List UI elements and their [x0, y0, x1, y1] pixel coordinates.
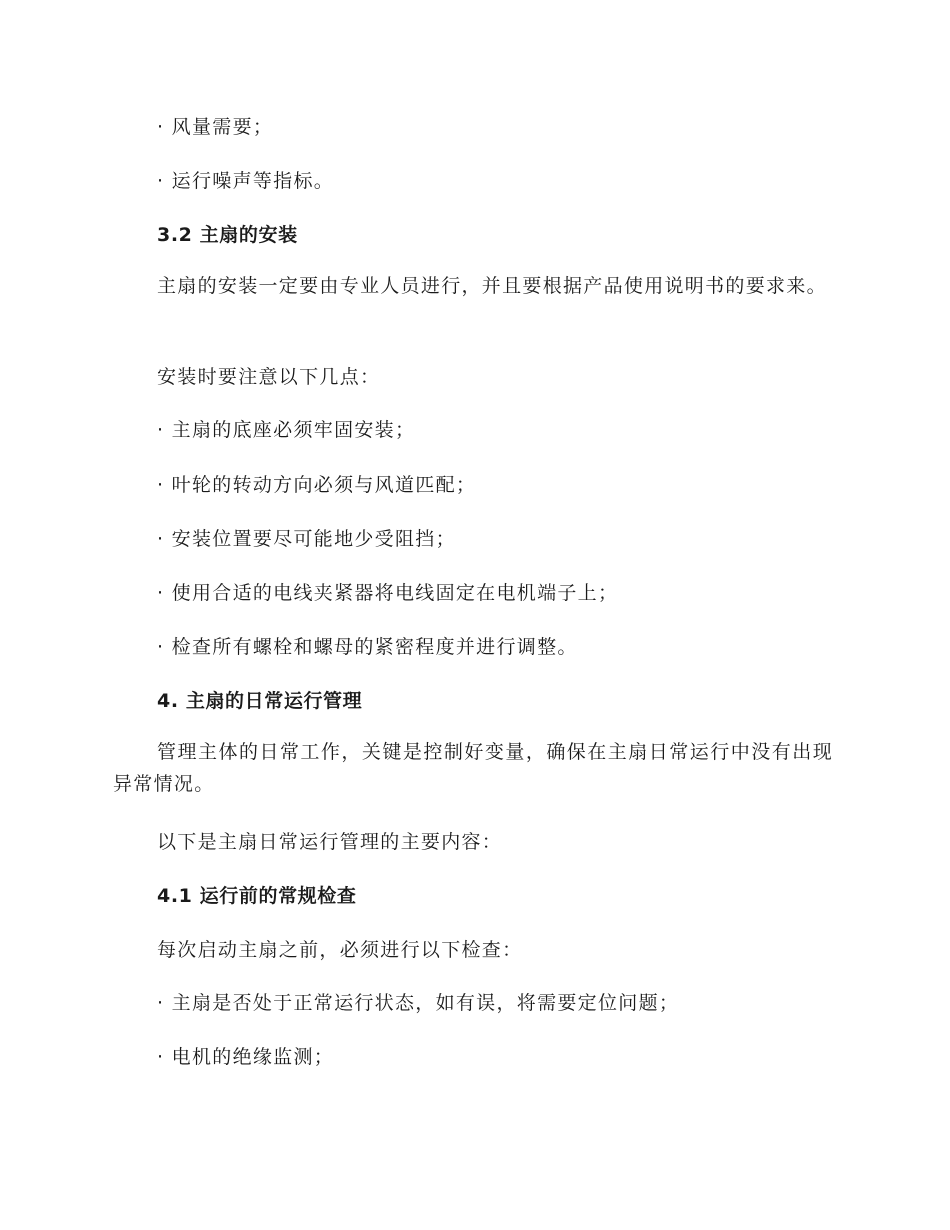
heading-4-1-pre-run-check: 4.1 运行前的常规检查 — [157, 885, 357, 907]
paragraph-installation-intro: 主扇的安装一定要由专业人员进行，并且要根据产品使用说明书的要求来。 — [157, 275, 827, 297]
bullet-impeller-direction: · 叶轮的转动方向必须与风道匹配； — [157, 474, 477, 496]
bullet-base-mount: · 主扇的底座必须牢固安装； — [157, 419, 416, 441]
bullet-bolt-check: · 检查所有螺栓和螺母的紧密程度并进行调整。 — [157, 636, 578, 658]
bullet-running-state: · 主扇是否处于正常运行状态，如有误，将需要定位问题； — [157, 992, 680, 1014]
paragraph-daily-contents: 以下是主扇日常运行管理的主要内容： — [157, 831, 503, 853]
bullet-insulation-monitor: · 电机的绝缘监测； — [157, 1046, 335, 1068]
bullet-noise-indicator: · 运行噪声等指标。 — [157, 170, 335, 192]
paragraph-installation-notes: 安装时要注意以下几点： — [157, 366, 381, 388]
paragraph-daily-management: 管理主体的日常工作，关键是控制好变量，确保在主扇日常运行中没有出现异常情况。 — [113, 741, 833, 795]
paragraph-pre-start-check: 每次启动主扇之前，必须进行以下检查： — [157, 939, 523, 961]
bullet-air-volume: · 风量需要； — [157, 116, 274, 138]
bullet-wire-clamp: · 使用合适的电线夹紧器将电线固定在电机端子上； — [157, 582, 619, 604]
heading-3-2-installation: 3.2 主扇的安装 — [157, 224, 298, 246]
heading-4-daily-operation: 4. 主扇的日常运行管理 — [157, 690, 363, 712]
bullet-install-position: · 安装位置要尽可能地少受阻挡； — [157, 528, 456, 550]
